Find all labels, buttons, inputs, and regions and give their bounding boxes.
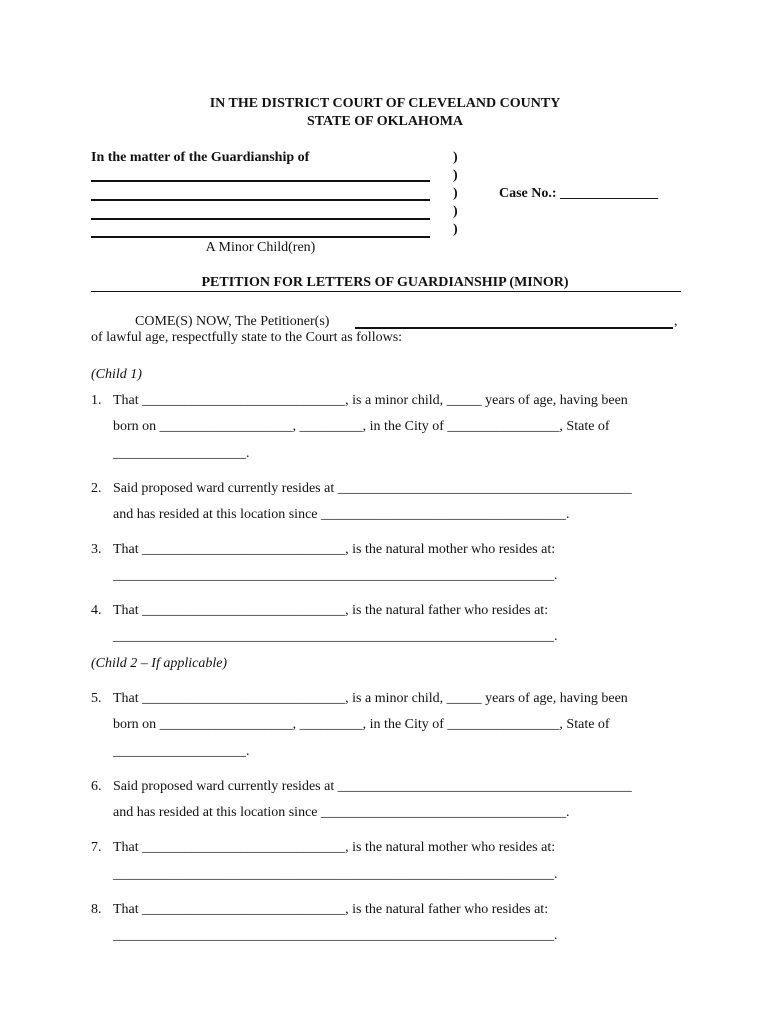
item-7-line-1[interactable]: That _____________________________, is the natural mother who resides at: (113, 840, 556, 855)
name-line-1[interactable] (91, 180, 430, 182)
item-2-line-2[interactable]: and has resided at this location since ___________________________________. (113, 507, 570, 522)
item-2-line-1[interactable]: Said proposed ward currently resides at __________________________________________ (113, 481, 632, 496)
item-number: 6. (91, 779, 102, 794)
caption-paren: ) (453, 168, 458, 183)
intro-line-2: of lawful age, respectfully state to the Court as follows: (91, 330, 403, 345)
item-3-line-1[interactable]: That _____________________________, is the natural mother who resides at: (113, 542, 556, 557)
intro-comma: , (674, 314, 678, 329)
item-number: 4. (91, 603, 102, 618)
item-number: 5. (91, 691, 102, 706)
item-4-line-1[interactable]: That _____________________________, is the natural father who resides at: (113, 603, 549, 618)
item-number: 2. (91, 481, 102, 496)
item-6-line-2[interactable]: and has resided at this location since ___________________________________. (113, 805, 570, 820)
caption-paren: ) (453, 150, 458, 165)
child-2-heading: (Child 2 – If applicable) (91, 656, 228, 671)
state-heading: STATE OF OKLAHOMA (306, 114, 464, 129)
minor-child-label: A Minor Child(ren) (205, 240, 316, 255)
item-3-line-2[interactable]: _______________________________________________________________. (113, 568, 558, 583)
name-line-3[interactable] (91, 218, 430, 220)
item-5-line-1[interactable]: That _____________________________, is a minor child, _____ years of age, having been (113, 691, 628, 706)
item-5-line-3[interactable]: ___________________. (113, 744, 250, 759)
item-1-line-3[interactable]: ___________________. (113, 446, 250, 461)
case-number-field[interactable]: Case No.: ______________ (499, 186, 659, 201)
name-line-4[interactable] (91, 236, 430, 238)
petitioner-intro: COME(S) NOW, The Petitioner(s) (135, 314, 330, 329)
item-6-line-1[interactable]: Said proposed ward currently resides at __________________________________________ (113, 779, 632, 794)
item-1-line-1[interactable]: That _____________________________, is a minor child, _____ years of age, having been (113, 393, 628, 408)
title-rule (91, 291, 681, 292)
item-4-line-2[interactable]: _______________________________________________________________. (113, 629, 558, 644)
item-8-line-1[interactable]: That _____________________________, is the natural father who resides at: (113, 902, 549, 917)
item-number: 1. (91, 393, 102, 408)
item-number: 3. (91, 542, 102, 557)
document-title: PETITION FOR LETTERS OF GUARDIANSHIP (MINOR) (201, 275, 569, 290)
child-1-heading: (Child 1) (91, 367, 142, 382)
matter-label: In the matter of the Guardianship of (91, 150, 310, 165)
caption-paren: ) (453, 222, 458, 237)
item-1-line-2[interactable]: born on ___________________, _________, in the City of ________________, State of (113, 419, 610, 434)
item-number: 8. (91, 902, 102, 917)
item-number: 7. (91, 840, 102, 855)
item-8-line-2[interactable]: _______________________________________________________________. (113, 928, 558, 943)
name-line-2[interactable] (91, 199, 430, 201)
caption-paren: ) (453, 204, 458, 219)
item-5-line-2[interactable]: born on ___________________, _________, in the City of ________________, State of (113, 717, 610, 732)
item-7-line-2[interactable]: _______________________________________________________________. (113, 867, 558, 882)
caption-paren: ) (453, 186, 458, 201)
court-heading: IN THE DISTRICT COURT OF CLEVELAND COUNTY (209, 96, 561, 111)
petitioner-name-line[interactable] (355, 327, 673, 329)
